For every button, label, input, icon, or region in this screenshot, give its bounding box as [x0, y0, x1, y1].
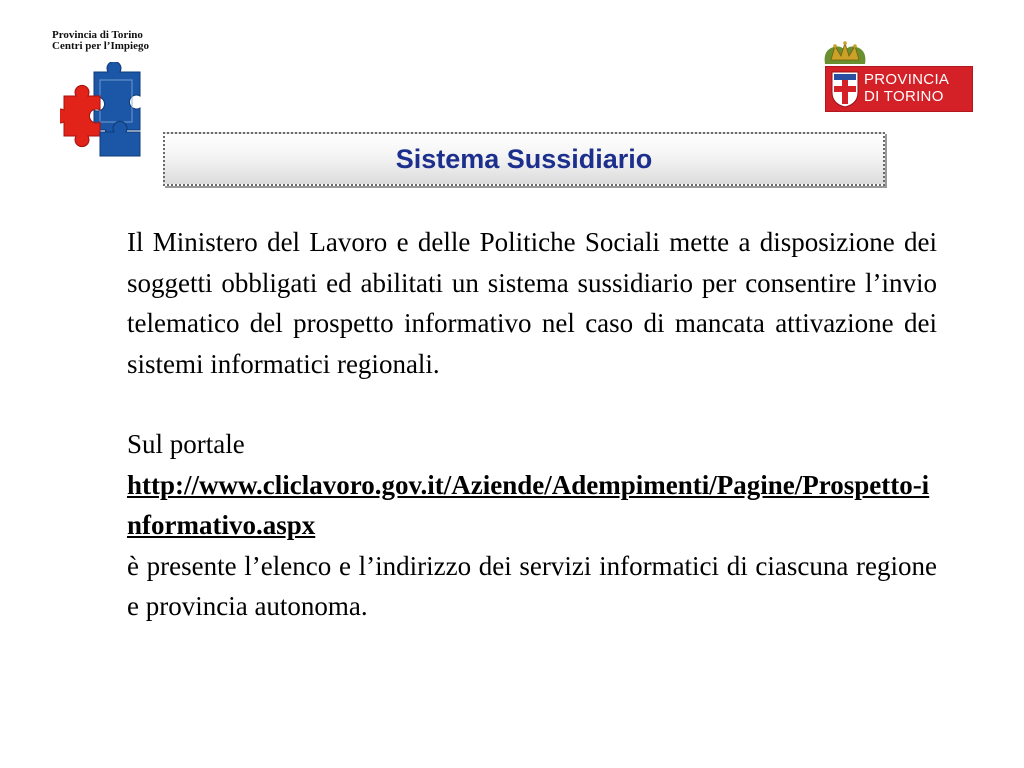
org-name-line2: Centri per l’Impiego — [52, 40, 149, 52]
provincia-emblem-icon — [830, 70, 860, 108]
portal-link[interactable]: http://www.cliclavoro.gov.it/Aziende/Adempimenti/Pagine/Prospetto-informativo.aspx — [127, 469, 930, 540]
provincia-logo-text: PROVINCIA DI TORINO — [864, 71, 950, 105]
body-content — [127, 222, 937, 627]
header-left-logo — [52, 30, 182, 52]
portal-intro: Sul portale — [127, 429, 245, 459]
paragraph-elenco: è presente l’elenco e l’indirizzo dei servizi informatici di ciascuna regione e provincia autonoma. — [127, 550, 937, 621]
puzzle-icon — [60, 62, 152, 160]
crown-icon — [819, 40, 871, 68]
paragraph-gap — [127, 384, 937, 424]
title-box — [163, 132, 885, 186]
header-right-logo — [815, 40, 977, 116]
org-name-line1: Provincia di Torino — [52, 29, 143, 41]
provincia-badge — [825, 66, 973, 112]
paragraph-ministero: Il Ministero del Lavoro e delle Politiche Sociali mette a disposizione dei soggetti obbligati ed abilitati un sistema sussidiario per consentire l’invio telematico del prospetto informativo nel caso di mancata attivazione dei sistemi informatici regionali. — [127, 227, 937, 379]
page-title: Sistema Sussidiario — [395, 144, 653, 174]
